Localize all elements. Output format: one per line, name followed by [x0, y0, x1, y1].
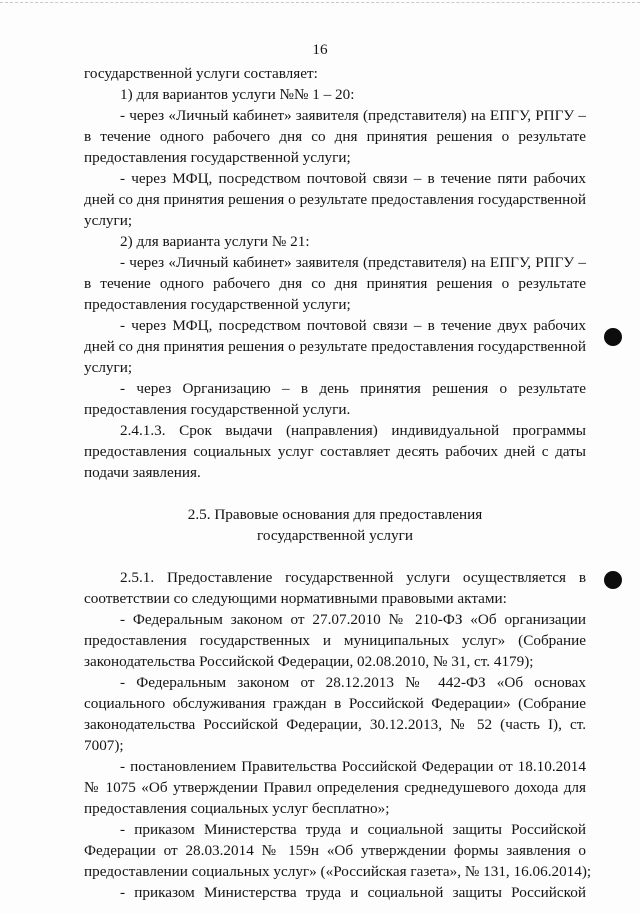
text-line: - Федеральным законом от 27.07.2010 № 210-ФЗ «Об организации: [120, 611, 586, 628]
text-line: 2.4.1.3. Срок выдачи (направления) индивидуальной программы: [120, 422, 586, 439]
text-line: социального обслуживания граждан в Российской Федерации» (Собрание: [84, 695, 586, 712]
text-line: соответствии со следующими нормативными правовыми актами:: [84, 590, 507, 607]
text-line: - через «Личный кабинет» заявителя (представителя) на ЕПГУ, РПГУ –: [120, 107, 586, 124]
text-line: - через «Личный кабинет» заявителя (представителя) на ЕПГУ, РПГУ –: [120, 254, 586, 271]
text-line: - Федеральным законом от 28.12.2013 № 442-ФЗ «Об основах: [120, 674, 586, 691]
text-line: дней со дня принятия решения о результате предоставления государственной: [84, 338, 586, 355]
text-line: услуги;: [84, 359, 133, 376]
punch-hole-mark: [604, 571, 622, 589]
scan-border-top: [0, 2, 640, 3]
text-line: предоставления государственной услуги;: [84, 296, 351, 313]
text-line: - через МФЦ, посредством почтовой связи – в течение двух рабочих: [120, 317, 586, 334]
text-line: услуги;: [84, 212, 133, 229]
text-line: государственной услуги составляет:: [84, 65, 318, 82]
text-line: Федерации от 28.03.2014 № 159н «Об утверждении формы заявления о: [84, 842, 586, 859]
text-line: 1) для вариантов услуги №№ 1 – 20:: [120, 86, 355, 103]
text-line: подачи заявления.: [84, 464, 201, 481]
text-line: предоставления государственной услуги.: [84, 401, 351, 418]
section-heading: 2.5. Правовые основания для предоставления: [187, 506, 483, 523]
text-line: предоставлении социальных услуг» («Российская газета», № 131, 16.06.2014);: [84, 863, 592, 880]
text-line: законодательства Российской Федерации, 30.12.2013, № 52 (часть I), ст.: [84, 716, 586, 733]
text-line: в течение одного рабочего дня со дня принятия решения о результате: [84, 128, 586, 145]
text-line: 7007);: [84, 737, 124, 754]
text-line: дней со дня принятия решения о результате предоставления государственной: [84, 191, 586, 208]
text-line: - через МФЦ, посредством почтовой связи – в течение пяти рабочих: [120, 170, 586, 187]
text-line: - через Организацию – в день принятия решения о результате: [120, 380, 586, 397]
text-line: - постановлением Правительства Российской Федерации от 18.10.2014: [120, 758, 586, 775]
text-line: законодательства Российской Федерации, 02.08.2010, № 31, ст. 4179);: [84, 653, 534, 670]
section-heading: государственной услуги: [257, 527, 413, 544]
text-line: № 1075 «Об утверждении Правил определения среднедушевого дохода для: [84, 779, 586, 796]
text-line: предоставления социальных услуг бесплатно»;: [84, 800, 390, 817]
text-line: предоставления государственных и муниципальных услуг» (Собрание: [84, 632, 586, 649]
text-line: 2.5.1. Предоставление государственной услуги осуществляется в: [120, 569, 586, 586]
page-number: 16: [312, 41, 328, 58]
text-line: - приказом Министерства труда и социальной защиты Российской: [120, 821, 586, 838]
text-line: - приказом Министерства труда и социальной защиты Российской: [120, 884, 586, 901]
text-line: предоставления государственной услуги;: [84, 149, 351, 166]
text-line: в течение одного рабочего дня со дня принятия решения о результате: [84, 275, 586, 292]
text-line: предоставления социальных услуг составляет десять рабочих дней с даты: [84, 443, 586, 460]
text-line: 2) для варианта услуги № 21:: [120, 233, 310, 250]
punch-hole-mark: [604, 328, 622, 346]
